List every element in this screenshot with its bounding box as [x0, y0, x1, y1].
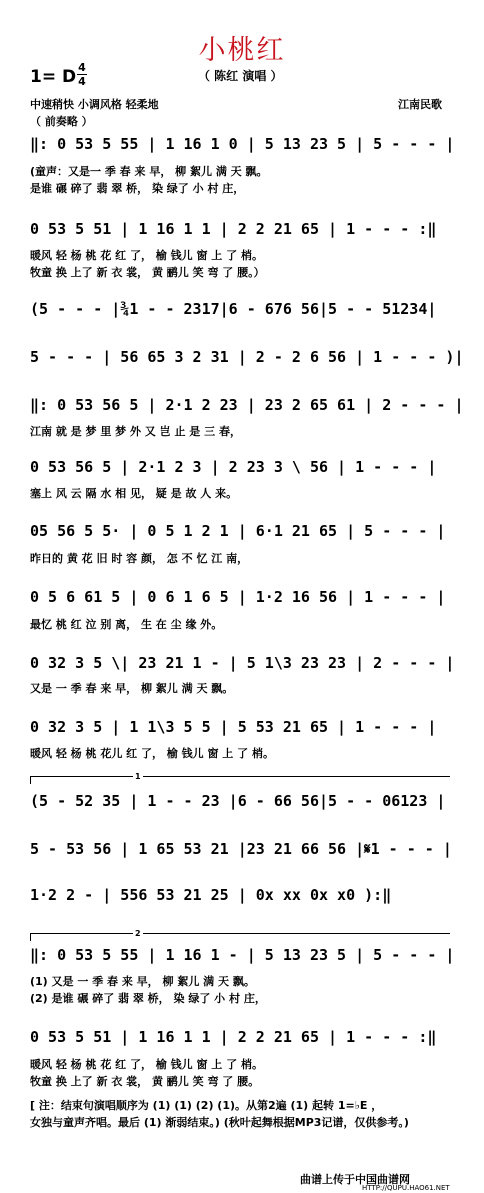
- singer-credit: （ 陈红 演唱 ）: [198, 69, 283, 83]
- notation-line-12: 5 - 53 56 | 1 65 53 21 |23 21 66 56 |𝄋1 - - - |: [30, 840, 452, 858]
- lyric-line: 暖风 轻 杨 桃 花 红 了， 榆 钱儿 窗 上 了 梢。: [30, 1058, 263, 1071]
- notation-line-13: 1·2 2 - | 556 53 21 25 | 0x xx 0x x0 ):‖: [30, 886, 392, 904]
- notation-line-6: 0 53 56 5 | 2·1 2 3 | 2 23 3 \ 56 | 1 - - - |: [30, 458, 437, 476]
- first-ending-bracket: [30, 776, 450, 777]
- performance-note-2: 女独与童声齐唱。最后 (1) 渐弱结束。) (秋叶起舞根据MP3记谱，仅供参考。): [30, 1116, 409, 1129]
- lyric-line: 是谁 碾 碎了 翡 翠 桥， 染 绿了 小 村 庄，: [30, 182, 245, 195]
- tempo-marking: 中速稍快 小调风格 轻柔地: [30, 98, 159, 111]
- lyric-line: 暖风 轻 杨 桃 花 红 了， 榆 钱儿 窗 上 了 梢。: [30, 249, 263, 262]
- meter-top: 4: [78, 61, 86, 74]
- notation-line-8: 0 5 6 61 5 | 0 6 1 6 5 | 1·2 16 56 | 1 - - - |: [30, 588, 446, 606]
- bracket-tick: [30, 776, 31, 784]
- notation-line-7: 05 56 5 5· | 0 5 1 2 1 | 6·1 21 65 | 5 - - - |: [30, 522, 446, 540]
- lyric-line: 暖风 轻 杨 桃 花儿 红 了， 榆 钱儿 窗 上 了 梢。: [30, 747, 274, 760]
- lyric-line: 最忆 桃 红 泣 别 离， 生 在 尘 缘 外。: [30, 618, 223, 631]
- performance-note-1: [ 注：结束句演唱顺序为 (1) (1) (2) (1)。从第2遍 (1) 起转 1=♭E ，: [30, 1099, 383, 1112]
- notation-line-10: 0 32 3 5 | 1 1\3 5 5 | 5 53 21 65 | 1 - - - |: [30, 718, 437, 736]
- song-title: 小桃红: [198, 35, 286, 66]
- time-signature: [77, 62, 87, 87]
- lyric-line: 又是 一 季 春 来 早， 柳 絮儿 满 天 飘。: [30, 682, 234, 695]
- site-url: HTTP://QUPU.HAO61.NET: [362, 1184, 450, 1192]
- notation-line-4: 5 - - - | 56 65 3 2 31 | 2 - 2 6 56 | 1 - - - )|: [30, 348, 464, 366]
- song-origin: 江南民歌: [398, 98, 442, 111]
- lyric-line: (童声：又是一 季 春 来 早， 柳 絮儿 满 天 飘。: [30, 165, 268, 178]
- meter-bottom: 4: [78, 75, 86, 88]
- bracket-tick: [30, 933, 31, 941]
- notation-line-1: ‖: 0 53 5 55 | 1 16 1 0 | 5 13 23 5 | 5 - - - |: [30, 135, 455, 153]
- lyric-line: 牧童 换 上了 新 衣 裳， 黄 鹂儿 笑 弯 了 腰。: [30, 1075, 260, 1088]
- prelude-note: （ 前奏略 ）: [30, 115, 93, 128]
- key-signature: 1= D: [30, 67, 77, 87]
- notation-line-5: ‖: 0 53 56 5 | 2·1 2 23 | 23 2 65 61 | 2 - - - |: [30, 396, 464, 414]
- ending-number-2: 2: [135, 929, 141, 938]
- ending-number-1: 1: [135, 772, 141, 781]
- lyric-line: (2) 是谁 碾 碎了 翡 翠 桥， 染 绿了 小 村 庄，: [30, 992, 266, 1005]
- notation-line-11: (5 - 52 35 | 1 - - 23 |6 - 66 56|5 - - 06123 |: [30, 792, 446, 810]
- lyric-line: 昨日的 黄 花 旧 时 容 颜， 怎 不 忆 江 南，: [30, 552, 249, 565]
- second-ending-bracket: [30, 933, 450, 934]
- notation-line-3: (5 - - - |¾1 - - 2317|6 - 676 56|5 - - 51234|: [30, 300, 437, 318]
- lyric-line: 塞上 风 云 隔 水 相 见， 疑 是 故 人 来。: [30, 487, 238, 500]
- site-credit: 曲谱上传于中国曲谱网: [300, 1173, 410, 1186]
- notation-line-9: 0 32 3 5 \| 23 21 1 - | 5 1\3 23 23 | 2 - - - |: [30, 654, 455, 672]
- notation-line-14: ‖: 0 53 5 55 | 1 16 1 - | 5 13 23 5 | 5 - - - |: [30, 946, 455, 964]
- lyric-line: 江南 就 是 梦 里 梦 外 又 岂 止 是 三 春，: [30, 425, 241, 438]
- notation-line-15: 0 53 5 51 | 1 16 1 1 | 2 2 21 65 | 1 - - - :‖: [30, 1028, 437, 1046]
- lyric-line: (1) 又是 一 季 春 来 早， 柳 絮儿 满 天 飘。: [30, 975, 255, 988]
- lyric-line: 牧童 换 上了 新 衣 裳， 黄 鹂儿 笑 弯 了 腰。）: [30, 266, 265, 279]
- notation-line-2: 0 53 5 51 | 1 16 1 1 | 2 2 21 65 | 1 - - - :‖: [30, 220, 437, 238]
